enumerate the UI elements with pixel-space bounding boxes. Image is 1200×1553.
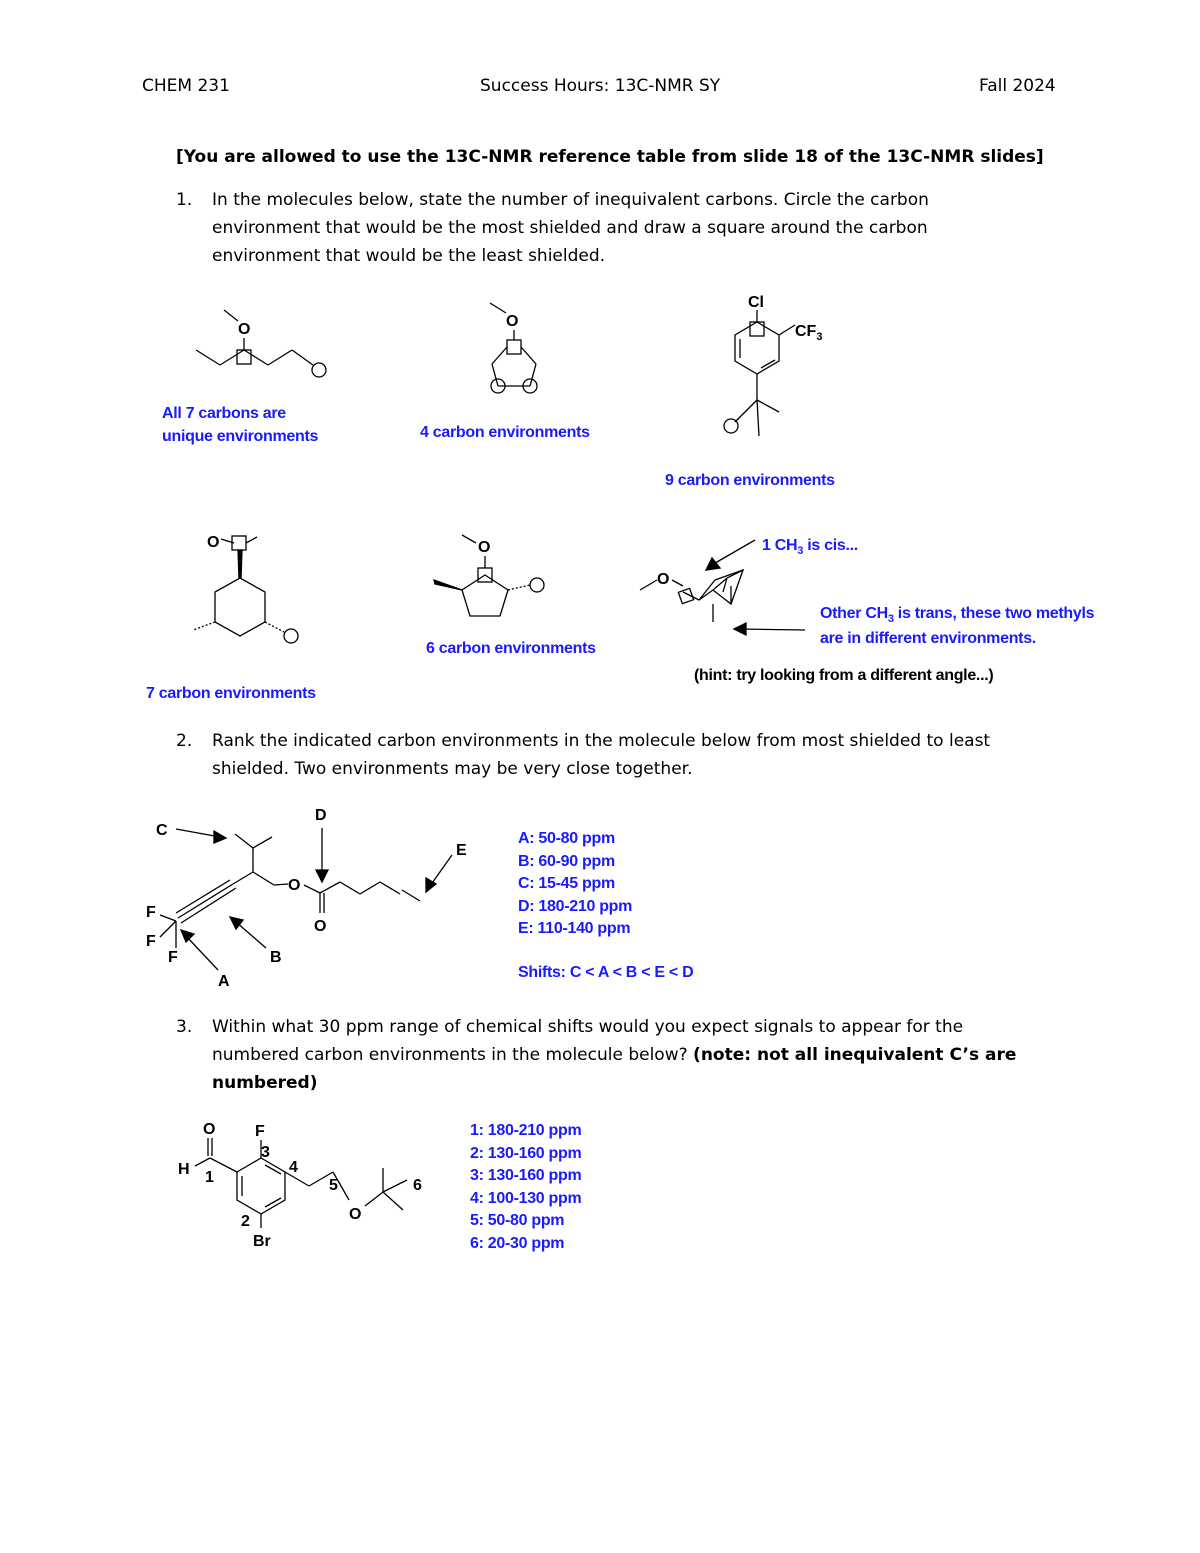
atom-f-2: F	[146, 933, 156, 950]
q3-answer-4: 4: 100-130 ppm	[470, 1189, 582, 1207]
most-shielded-circle	[284, 629, 298, 643]
mol3-answer: 9 carbon environments	[665, 472, 835, 489]
least-shielded-square	[750, 322, 764, 336]
q3-text: Within what 30 ppm range of chemical shifts would you expect signals to appear for the numbered carbon environments in the molecule below? (note: not all inequivalent C’s are numbered)	[212, 1017, 1017, 1093]
label-2: 2	[241, 1213, 250, 1230]
molecule-5	[430, 530, 560, 630]
atom-f: F	[255, 1123, 265, 1140]
mol2-answer: 4 carbon environments	[420, 424, 590, 441]
header-title: Success Hours: 13C-NMR SY	[480, 76, 721, 96]
label-c: C	[156, 822, 168, 839]
q2-text: Rank the indicated carbon environments in the molecule below from most shielded to least shielded. Two environments may be very close together.	[212, 731, 991, 779]
label-a: A	[218, 973, 230, 990]
molecule-4	[185, 530, 315, 650]
instruction: [You are allowed to use the 13C-NMR reference table from slide 18 of the 13C-NMR slides]	[176, 147, 1044, 167]
atom-o-ether: O	[349, 1206, 362, 1223]
label-e: E	[456, 842, 467, 859]
most-shielded-circle	[530, 578, 544, 592]
molecule-3	[715, 288, 845, 448]
label-3: 3	[261, 1144, 270, 1161]
atom-o: O	[238, 321, 251, 338]
q3-answer-5: 5: 50-80 ppm	[470, 1212, 565, 1229]
q2-number: 2.	[176, 731, 193, 751]
most-shielded-circle	[724, 419, 738, 433]
q3-answer-list	[470, 1120, 581, 1255]
q2-answer-d: D: 180-210 ppm	[518, 897, 633, 915]
q2-answer-list	[518, 828, 632, 941]
label-4: 4	[289, 1159, 298, 1176]
atom-cf3: $CF_3$	[795, 323, 823, 343]
atom-o: O	[506, 313, 519, 330]
q2-answer-a: A: 50-80 ppm	[518, 830, 615, 847]
atom-h: H	[178, 1161, 190, 1178]
q2-answer-b: B: 60-90 ppm	[518, 852, 615, 870]
molecule-1	[180, 305, 350, 395]
mol5-answer: 6 carbon environments	[426, 640, 596, 657]
least-shielded-square	[232, 536, 246, 550]
q3-number: 3.	[176, 1017, 193, 1037]
atom-o: O	[478, 539, 491, 556]
atom-o: O	[203, 1121, 216, 1138]
least-shielded-square	[507, 340, 521, 354]
q3-answer-6: 6: 20-30 ppm	[470, 1234, 565, 1252]
mol1-answer-line1: All 7 carbons are	[162, 405, 286, 422]
label-d: D	[315, 807, 327, 824]
q1-text: In the molecules below, state the number of inequivalent carbons. Circle the carbon environment that would be the most shielded and draw a square around the carbon environment that would be the least shielded.	[212, 190, 929, 266]
label-1: 1	[205, 1169, 214, 1186]
mol6-hint: (hint: try looking from a different angle...)	[694, 667, 994, 684]
atom-f-1: F	[146, 904, 156, 921]
label-5: 5	[329, 1177, 338, 1194]
q2-answer-c: C: 15-45 ppm	[518, 875, 615, 892]
most-shielded-circle	[312, 363, 326, 377]
atom-o: O	[207, 534, 220, 551]
header-term: Fall 2024	[979, 76, 1056, 96]
q3-answer-3: 3: 130-160 ppm	[470, 1167, 582, 1184]
header-course: CHEM 231	[142, 76, 230, 96]
mol6-trans-answer-line2: are in different environments.	[820, 630, 1036, 647]
mol4-answer: 7 carbon environments	[146, 685, 316, 702]
molecule-2	[480, 298, 560, 398]
least-shielded-square	[237, 350, 251, 364]
q1-number: 1.	[176, 190, 193, 210]
q2-shifts: Shifts: C < A < B < E < D	[518, 964, 694, 981]
q3-answer-2: 2: 130-160 ppm	[470, 1144, 582, 1162]
atom-f-3: F	[168, 949, 178, 966]
label-6: 6	[413, 1177, 422, 1194]
molecule-q3	[175, 1110, 445, 1260]
atom-cl: Cl	[748, 294, 764, 311]
mol1-answer-line2: unique environments	[162, 428, 319, 445]
atom-o: O	[288, 877, 301, 894]
mol6-cis-answer: 1 $CH_3$ is cis...	[762, 537, 858, 558]
molecule-q2	[140, 800, 480, 990]
q2-answer-e: E: 110-140 ppm	[518, 920, 631, 937]
atom-br: Br	[253, 1233, 271, 1250]
q3-answer-1: 1: 180-210 ppm	[470, 1122, 582, 1139]
atom-o: O	[657, 571, 670, 588]
mol6-trans-answer: Other $CH_3$ is trans, these two methyls	[820, 605, 1095, 626]
label-b: B	[270, 949, 282, 966]
atom-o-carbonyl: O	[314, 918, 327, 935]
